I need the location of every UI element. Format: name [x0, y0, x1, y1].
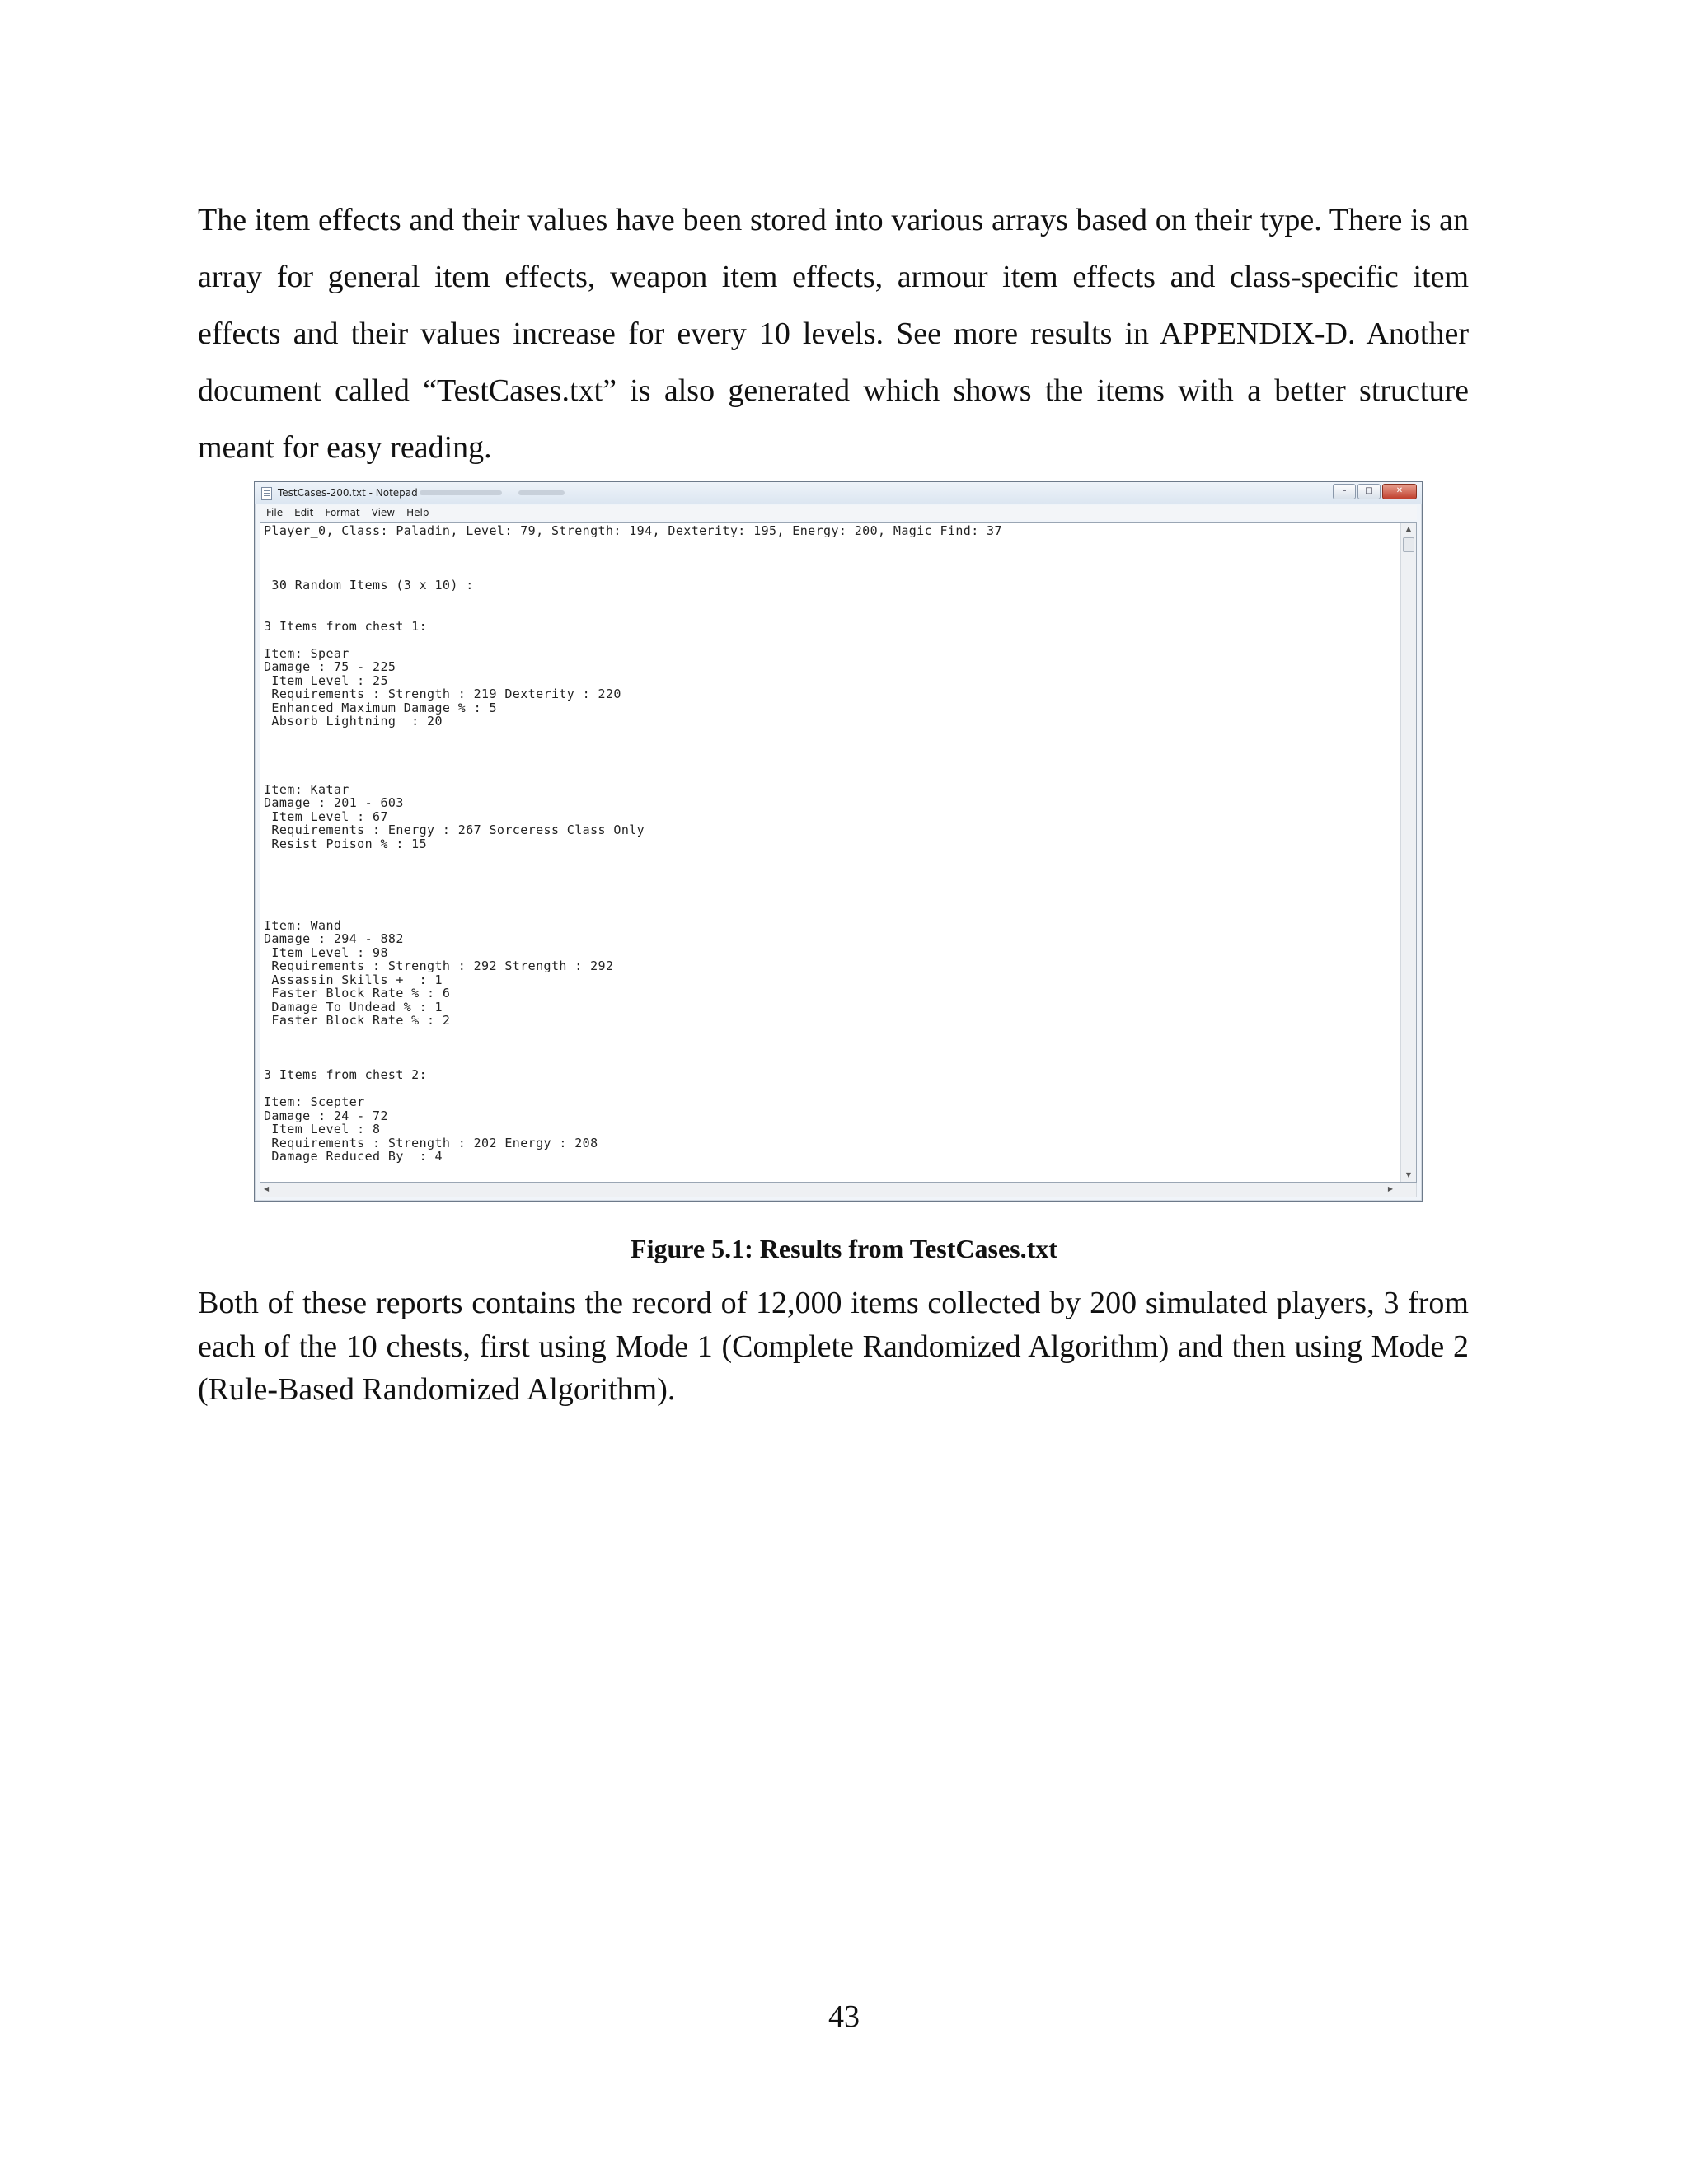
scroll-thumb[interactable] — [1403, 537, 1414, 552]
notepad-app-icon — [261, 487, 272, 500]
window-controls — [1333, 484, 1417, 499]
blurred-title-detail — [518, 490, 565, 495]
menu-edit[interactable]: Edit — [294, 507, 314, 518]
notepad-window — [254, 481, 1423, 1202]
close-icon[interactable]: ✕ — [1382, 484, 1417, 499]
file-content: Player_0, Class: Paladin, Level: 79, Strength: 194, Dexterity: 195, Energy: 200, Magic Find: 37 30 Random Items (3 x 10) : 3 Items from chest 1: Item: Spear Damage : 75 - 225 Item Level : 25 Requirements : Strength : 219 Dexterity : 220 Enhanced Maximum Damage % : 5 Absorb Lightning : 20 Item: Katar Damage : 201 - 603 Item Level : 67 Requirements : Energy : 267 Sorceress Class Only Resist Poison % : 15 Item: Wand Damage : 294 - 882 Item Level : 98 Requirements : Strength : 292 Strength : 292 Assassin Skills + : 1 Faster Block Rate % : 6 Damage To Undead % : 1 Faster Block Rate % : 2 3 Items from chest 2: Item: Scepter Damage : 24 - 72 Item Level : 8 Requirements : Strength : 202 Energy : 208 Damage Reduced By : 4 — [264, 523, 1002, 1164]
menu-format[interactable]: Format — [325, 507, 360, 518]
scroll-right-icon[interactable]: ▶ — [1387, 1185, 1393, 1193]
window-title: TestCases-200.txt - Notepad — [278, 487, 418, 499]
figure-caption: Figure 5.1: Results from TestCases.txt — [631, 1234, 1057, 1263]
horizontal-scrollbar[interactable] — [260, 1183, 1417, 1197]
scroll-down-icon[interactable]: ▼ — [1405, 1171, 1412, 1179]
page-number: 43 — [828, 1999, 860, 2034]
maximize-icon[interactable]: □ — [1357, 484, 1381, 499]
blurred-title-detail — [420, 490, 502, 495]
notepad-titlebar[interactable] — [255, 482, 1422, 504]
vertical-scrollbar[interactable] — [1400, 523, 1416, 1182]
menu-view[interactable]: View — [371, 507, 396, 518]
menu-bar — [260, 505, 1417, 520]
menu-help[interactable]: Help — [406, 507, 429, 518]
minimize-icon[interactable]: – — [1333, 484, 1356, 499]
scroll-left-icon[interactable]: ◀ — [264, 1185, 270, 1193]
body-paragraph-1: The item effects and their values have been stored into various arrays based on their type. There is an array for general item effects, weapon item effects, armour item effects and class-specific item effects and their values increase for every 10 levels. See more results in APPENDIX-D. Another document called “TestCases.txt” is also generated which shows the items with a better structure meant for easy reading. — [198, 203, 1469, 465]
scroll-up-icon[interactable]: ▲ — [1405, 525, 1412, 532]
text-editor-area[interactable] — [260, 522, 1417, 1183]
body-paragraph-2: Both of these reports contains the record of 12,000 items collected by 200 simulated players, 3 from each of the 10 chests, first using Mode 1 (Complete Randomized Algorithm) and then using Mode 2 (Rule-Based Randomized Algorithm). — [198, 1286, 1469, 1407]
menu-file[interactable]: File — [266, 507, 284, 518]
